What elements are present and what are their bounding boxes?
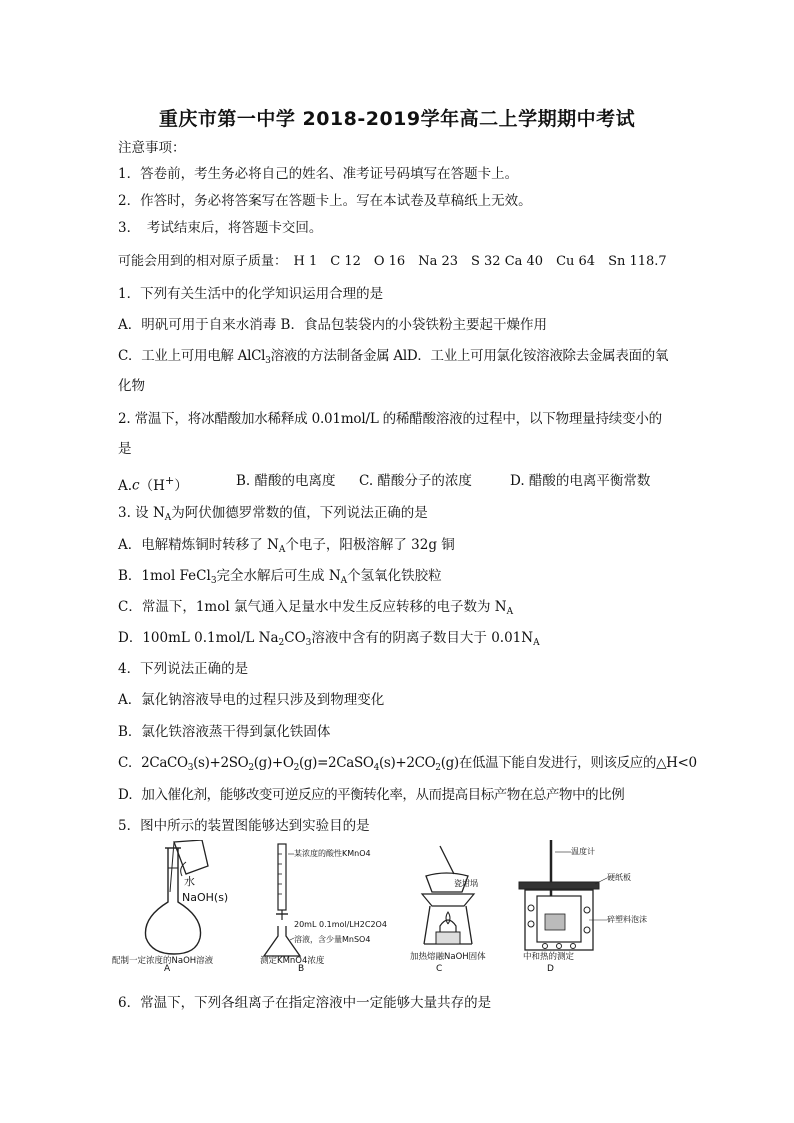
- q6-stem: 6．常温下，下列各组离子在指定溶液中一定能够大量共存的是: [118, 995, 492, 1011]
- q3-option-b: B．1mol FeCl$_3$完全水解后可生成 $N_A$个氢氧化铁胶粒: [118, 568, 442, 586]
- caption-a: 配制一定浓度的NaOH溶液: [112, 956, 214, 966]
- figure-b: [260, 840, 410, 980]
- q4-stem: 4．下列说法正确的是: [118, 661, 249, 677]
- label-water: 水: [184, 875, 195, 888]
- q3-option-d: D．100mL 0.1mol/L $Na_2CO_3$溶液中含有的阴离子数目大于 $0.01N_A$: [118, 630, 540, 648]
- q2-option-a: A.c（H+）: [118, 474, 188, 494]
- letter-c: C: [436, 964, 443, 974]
- figure-c: [410, 840, 520, 980]
- label-h2c2o4: 20mL 0.1mol/LH2C2O4: [294, 920, 387, 929]
- label-mnso4: 溶液，含少量MnSO4: [294, 935, 371, 944]
- label-thermometer: 温度计: [571, 847, 595, 856]
- notice-item-3: 3． 考试结束后，将答题卡交回。: [118, 220, 323, 236]
- notice-heading: 注意事项：: [118, 140, 186, 156]
- notice-item-2: 2．作答时，务必将答案写在答题卡上。写在本试卷及草稿纸上无效。: [118, 193, 532, 209]
- q1-options-cd: C．工业上可用电解 AlCl$_3$溶液的方法制备金属 AlD．工业上可用氯化铵溶液除去金属表面的氧: [118, 348, 669, 366]
- q4-option-c: C．$2CaCO_3(s)+2SO_2(g)+O_2(g)=2CaSO_4(s)+2CO_2(g)$在低温下能自发进行，则该反应的△H<0: [118, 755, 697, 773]
- q3-stem: 3. 设 $N_A$为阿伏伽德罗常数的值，下列说法正确的是: [118, 505, 428, 523]
- figure-a: [112, 840, 252, 980]
- letter-b: B: [298, 964, 305, 974]
- caption-d: 中和热的测定: [523, 952, 575, 962]
- q2-option-b: B. 醋酸的电离度: [236, 473, 336, 489]
- q1-stem: 1．下列有关生活中的化学知识运用合理的是: [118, 286, 384, 302]
- q3-option-c: C．常温下，1mol 氯气通入足量水中发生反应转移的电子数为 $N_A$: [118, 599, 514, 617]
- caption-b: 测定KMnO4浓度: [260, 956, 325, 966]
- q2-option-c: C. 醋酸分子的浓度: [359, 473, 472, 489]
- exam-title: 重庆市第一中学 2018-2019学年高二上学期期中考试: [158, 108, 636, 130]
- q3-option-a: A．电解精炼铜时转移了 $N_A$个电子，阳极溶解了 32g 铜: [118, 537, 455, 555]
- q5-figures: [112, 840, 682, 980]
- q1-options-ab: A．明矾可用于自来水消毒 B．食品包装袋内的小袋铁粉主要起干燥作用: [118, 317, 547, 333]
- q2-option-d: D. 醋酸的电离平衡常数: [510, 473, 651, 489]
- q5-stem: 5．图中所示的装置图能够达到实验目的是: [118, 818, 370, 834]
- q2-stem-cont: 是: [118, 441, 132, 457]
- q2-options: [118, 471, 678, 496]
- q2-stem: 2. 常温下，将冰醋酸加水稀释成 0.01mol/L 的稀醋酸溶液的过程中，以下物理量持续变小的: [118, 411, 662, 427]
- q4-option-a: A．氯化钠溶液导电的过程只涉及到物理变化: [118, 692, 385, 708]
- notice-item-1: 1．答卷前，考生务必将自己的姓名、准考证号码填写在答题卡上。: [118, 166, 519, 182]
- letter-a: A: [164, 964, 171, 974]
- label-crucible: 瓷坩埚: [454, 879, 478, 888]
- q4-option-b: B．氯化铁溶液蒸干得到氯化铁固体: [118, 724, 331, 740]
- label-kmno4: 某浓度的酸性KMnO4: [294, 849, 371, 858]
- label-naoh: NaOH(s): [182, 891, 229, 904]
- label-cardboard: 硬纸板: [607, 873, 631, 882]
- q1-option-d-cont: 化物: [118, 378, 145, 394]
- label-foam: 碎塑料泡沫: [607, 915, 647, 924]
- caption-c: 加热熔融NaOH固体: [410, 952, 486, 962]
- atomic-masses: 可能会用到的相对原子质量： H 1 C 12 O 16 Na 23 S 32 Ca 40 Cu 64 Sn 118.7: [118, 254, 667, 269]
- letter-d: D: [547, 964, 554, 974]
- q4-option-d: D．加入催化剂，能够改变可逆反应的平衡转化率，从而提高目标产物在总产物中的比例: [118, 787, 625, 803]
- figure-d: [517, 840, 682, 980]
